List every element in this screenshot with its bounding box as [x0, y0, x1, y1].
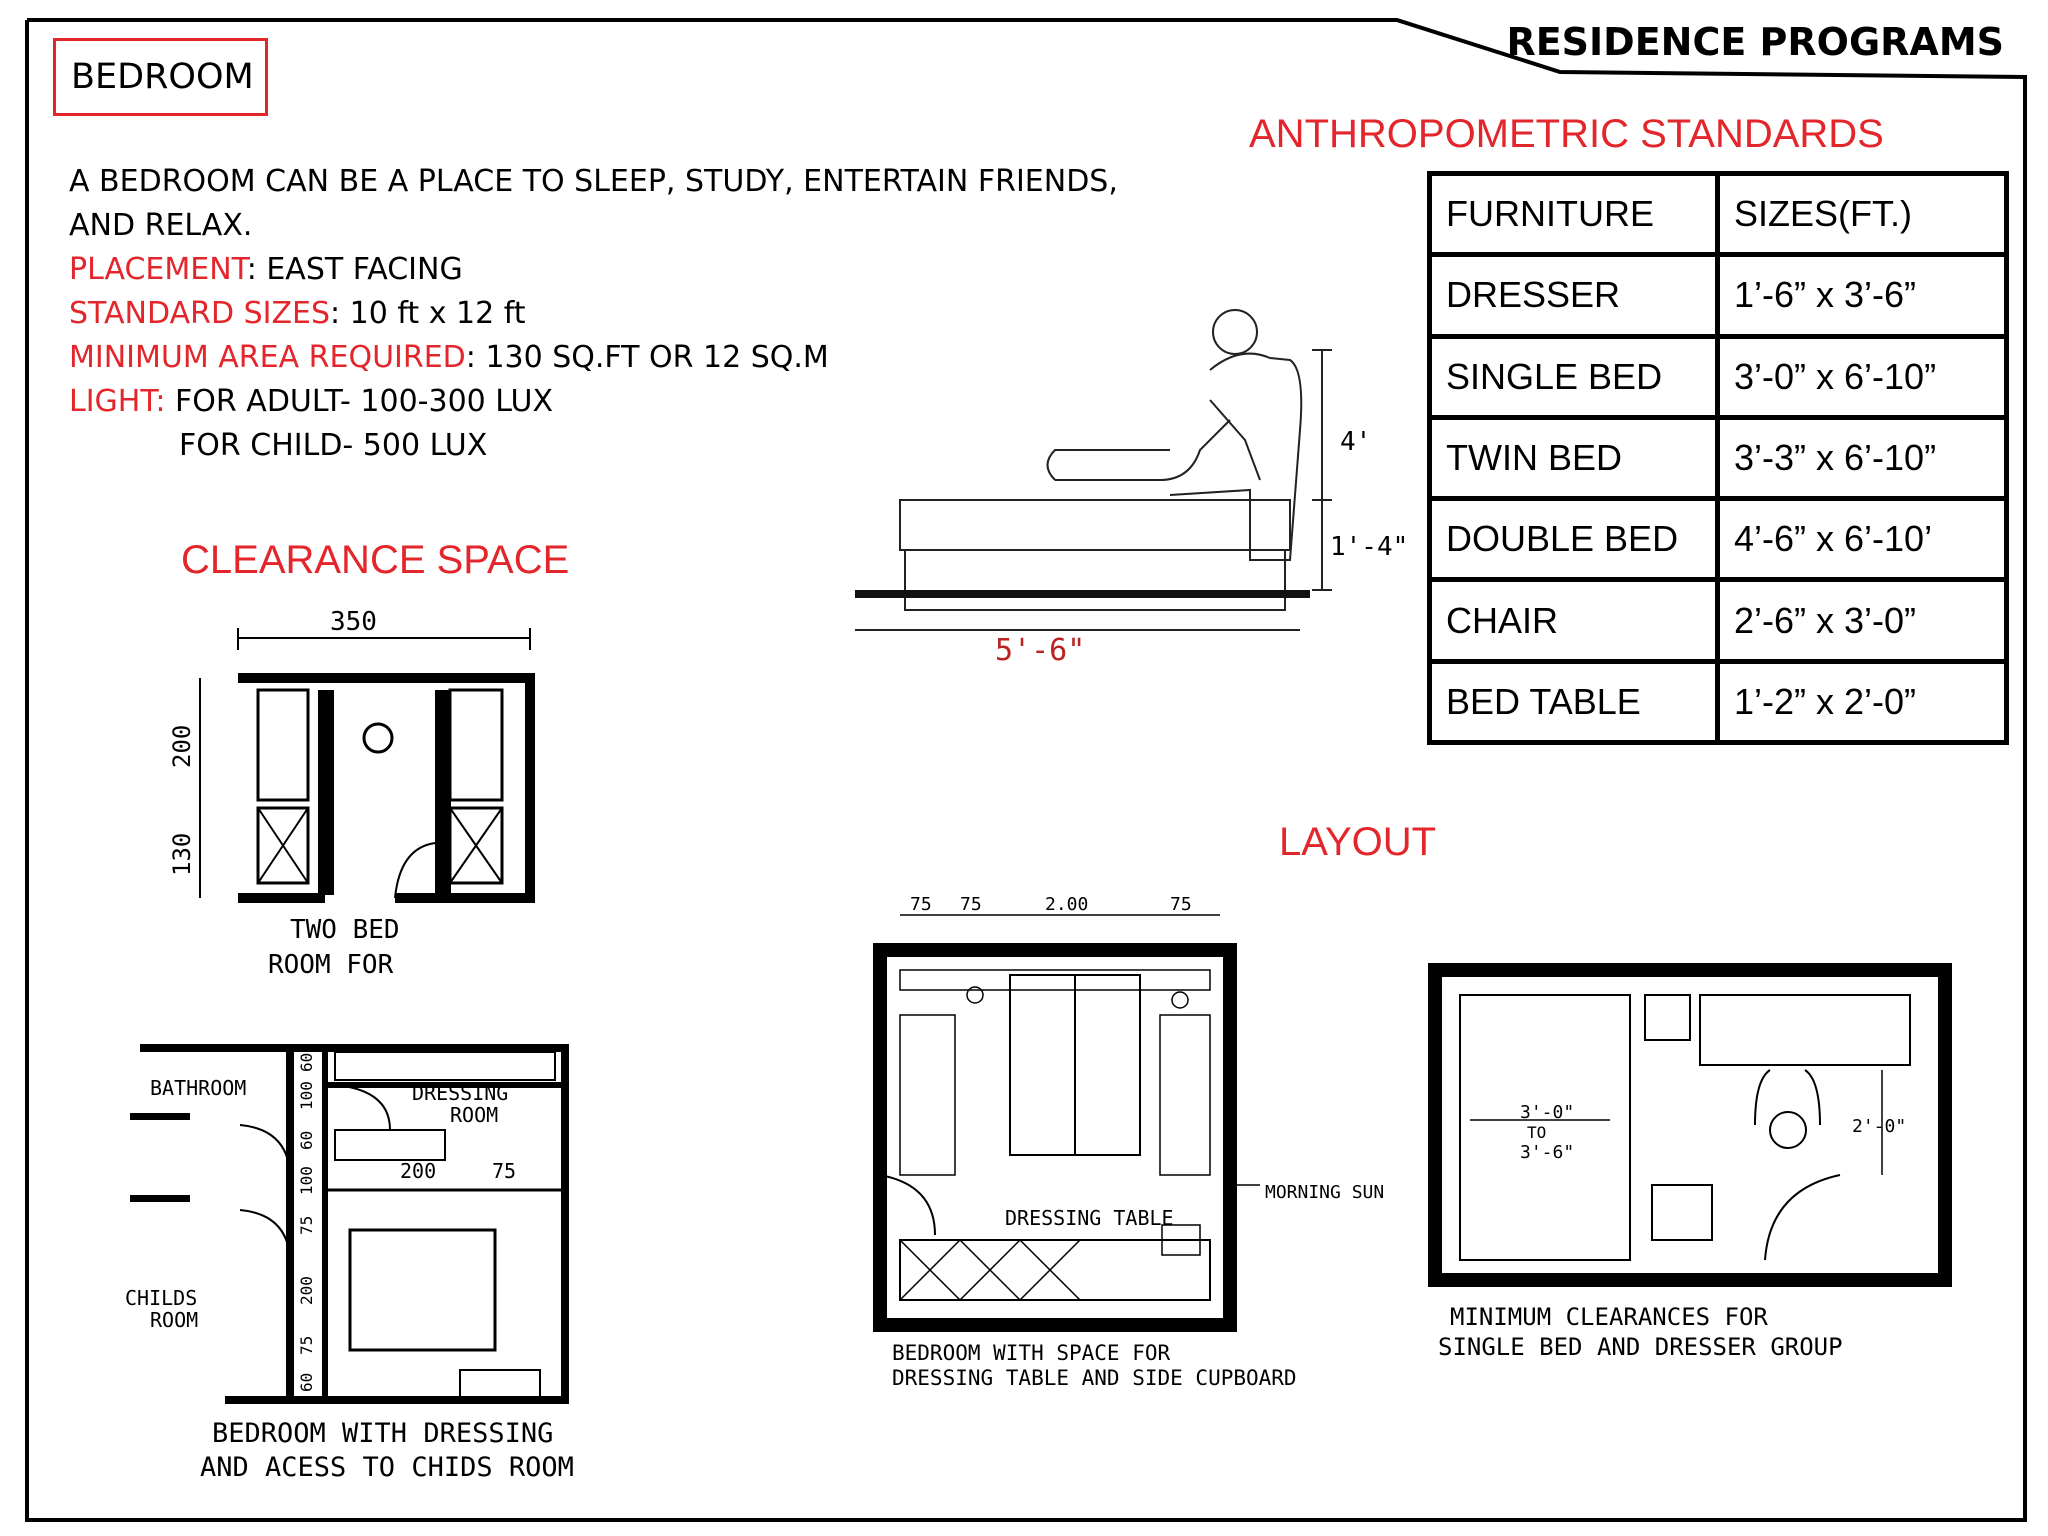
- twin-caption-2: ROOM FOR: [268, 950, 394, 980]
- layout2-caption-2: SINGLE BED AND DRESSER GROUP: [1438, 1333, 1843, 1361]
- reclining-figure-sketch: [850, 290, 1410, 680]
- page-title: RESIDENCE PROGRAMS: [1506, 20, 2004, 64]
- layout1-dim-2: 75: [960, 894, 982, 915]
- table-cell-size: 4’-6” x 6’-10’: [1718, 499, 2007, 580]
- sizes-label: STANDARD SIZES: [69, 296, 331, 331]
- layout-single-bed-sketch: [1420, 960, 1960, 1380]
- childs-room-label: CHILDS: [125, 1286, 198, 1310]
- dressing-caption-2: AND ACESS TO CHIDS ROOM: [200, 1452, 574, 1483]
- twin-caption-1: TWO BED: [290, 915, 400, 945]
- dressing-vdim-4: 100: [297, 1166, 316, 1195]
- table-cell-furniture: DRESSER: [1430, 255, 1718, 336]
- dressing-room-label-2: ROOM: [450, 1103, 499, 1127]
- light-child: FOR CHILD- 500 LUX: [179, 428, 488, 463]
- table-row: [1430, 255, 2007, 336]
- dressing-vdim-7: 75: [297, 1335, 316, 1355]
- layout2-dim-1: 3'-0": [1520, 1102, 1575, 1123]
- morning-sun-label: MORNING SUN: [1265, 1182, 1385, 1203]
- table-row: [1430, 580, 2007, 661]
- description-line-2: AND RELAX.: [69, 208, 253, 243]
- dressing-room-label: DRESSING: [412, 1081, 509, 1105]
- clearance-heading: CLEARANCE SPACE: [181, 538, 570, 582]
- table-row: [1430, 417, 2007, 498]
- table-cell-size: 2’-6” x 3’-0”: [1718, 580, 2007, 661]
- table-cell-size: 3’-3” x 6’-10”: [1718, 417, 2007, 498]
- dressing-vdim-5: 75: [297, 1215, 316, 1235]
- dressing-caption-1: BEDROOM WITH DRESSING: [212, 1418, 554, 1449]
- layout2-dim-3: 3'-6": [1520, 1142, 1575, 1163]
- table-cell-size: 1’-2” x 2’-0”: [1718, 661, 2007, 742]
- dressing-dim-2: 75: [492, 1159, 517, 1183]
- table-cell-furniture: SINGLE BED: [1430, 336, 1718, 417]
- layout2-caption-1: MINIMUM CLEARANCES FOR: [1450, 1303, 1768, 1331]
- sizes-value: : 10 ft x 12 ft: [330, 296, 526, 331]
- layout-heading: LAYOUT: [1279, 820, 1437, 864]
- layout2-dim-2: TO: [1527, 1123, 1547, 1142]
- table-row: [1430, 336, 2007, 417]
- table-header-furniture: FURNITURE: [1430, 174, 1718, 255]
- table-cell-furniture: BED TABLE: [1430, 661, 1718, 742]
- table-cell-size: 1’-6” x 3’-6”: [1718, 255, 2007, 336]
- table-cell-furniture: DOUBLE BED: [1430, 499, 1718, 580]
- dressing-vdim-2: 100: [297, 1081, 316, 1110]
- dressing-vdim-1: 60: [297, 1052, 316, 1072]
- dressing-vdim-8: 60: [297, 1372, 316, 1392]
- twin-dim-b: 130: [168, 832, 196, 876]
- twin-dim-a: 200: [168, 724, 196, 768]
- bathroom-label: BATHROOM: [150, 1076, 247, 1100]
- dressing-room-sketch: [100, 1030, 720, 1490]
- layout1-dim-3: 2.00: [1045, 894, 1089, 915]
- layout1-caption-2: DRESSING TABLE AND SIDE CUPBOARD: [892, 1366, 1297, 1390]
- anthropometric-heading: ANTHROPOMETRIC STANDARDS: [1249, 112, 1884, 156]
- placement-value: : EAST FACING: [246, 252, 463, 287]
- childs-room-label-2: ROOM: [150, 1308, 199, 1332]
- layout-dressing-table-sketch: [860, 885, 1400, 1405]
- table-header-sizes: SIZES(FT.): [1718, 174, 2007, 255]
- dressing-vdim-3: 60: [297, 1130, 316, 1150]
- description-line-1: A BEDROOM CAN BE A PLACE TO SLEEP, STUDY, ENTERTAIN FRIENDS,: [69, 164, 1118, 199]
- recline-height-label: 4': [1340, 427, 1372, 457]
- placement-row: [69, 248, 1129, 292]
- two-bed-room-sketch: [150, 608, 550, 993]
- light-adult: FOR ADULT- 100-300 LUX: [165, 384, 554, 419]
- table-row: [1430, 499, 2007, 580]
- dressing-dim-1: 200: [400, 1159, 437, 1183]
- dressing-table-label: DRESSING TABLE: [1005, 1206, 1174, 1230]
- section-tag: BEDROOM: [53, 38, 268, 116]
- table-cell-furniture: CHAIR: [1430, 580, 1718, 661]
- area-label: MINIMUM AREA REQUIRED: [69, 340, 466, 375]
- table-header-row: [1430, 174, 2007, 255]
- area-value: : 130 SQ.FT OR 12 SQ.M: [465, 340, 829, 375]
- table-cell-furniture: TWIN BED: [1430, 417, 1718, 498]
- light-label: LIGHT:: [69, 384, 166, 419]
- twin-width-label: 350: [330, 608, 377, 637]
- layout1-dim-4: 75: [1170, 894, 1192, 915]
- layout1-dim-1: 75: [910, 894, 932, 915]
- table-cell-size: 3’-0” x 6’-10”: [1718, 336, 2007, 417]
- table-row: [1430, 661, 2007, 742]
- layout2-dim-4: 2'-0": [1852, 1116, 1907, 1137]
- placement-label: PLACEMENT: [69, 252, 247, 287]
- standards-table: [1427, 171, 2009, 745]
- recline-seat-label: 1'-4": [1330, 532, 1409, 562]
- dressing-vdim-6: 200: [297, 1276, 316, 1305]
- layout1-caption-1: BEDROOM WITH SPACE FOR: [892, 1341, 1171, 1365]
- recline-length-label: 5'-6": [995, 633, 1086, 668]
